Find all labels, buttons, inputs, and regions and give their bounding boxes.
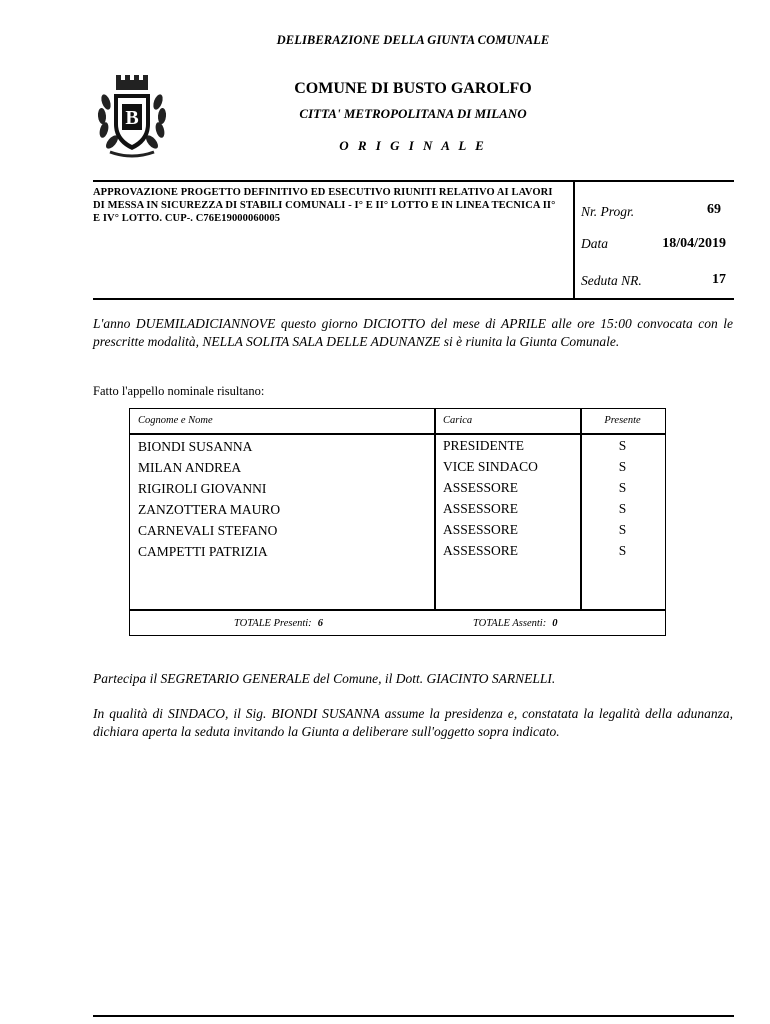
row-carica: ASSESSORE bbox=[443, 480, 519, 495]
seduta-value: 17 bbox=[712, 272, 726, 287]
comune-name: COMUNE DI BUSTO GAROLFO bbox=[294, 80, 532, 97]
row-presente: S bbox=[618, 522, 627, 537]
header-nome: Cognome e Nome bbox=[138, 415, 213, 426]
table-col-divider bbox=[434, 409, 436, 609]
presidenza-paragraph: In qualità di SINDACO, il Sig. BIONDI SUSANNA assume la presidenza e, constatata la legalità della adunanza, dichiara aperta la seduta invitando la Giunta a deliberare sull'oggetto sopra indicato. bbox=[93, 706, 733, 739]
row-carica: ASSESSORE bbox=[443, 522, 519, 537]
header-carica: Carica bbox=[443, 415, 473, 426]
row-presente: S bbox=[618, 501, 627, 516]
row-carica: ASSESSORE bbox=[443, 501, 519, 516]
header-presente: Presente bbox=[604, 415, 641, 426]
row-nome: CAMPETTI PATRIZIA bbox=[138, 544, 268, 559]
appello-text: Fatto l'appello nominale risultano: bbox=[93, 384, 265, 398]
totale-assenti-value: 0 bbox=[552, 618, 558, 629]
originale-label: O R I G I N A L E bbox=[339, 138, 487, 153]
row-nome: RIGIROLI GIOVANNI bbox=[138, 481, 267, 496]
totale-presenti-label: TOTALE Presenti: bbox=[234, 618, 312, 629]
totale-assenti bbox=[473, 618, 557, 629]
intro-paragraph: L'anno DUEMILADICIANNOVE questo giorno DICIOTTO del mese di APRILE alle ore 15:00 convocata con le prescritte modalità, NELLA SOLITA SALA DELLE ADUNANZE si è riunita la Giunta Comunale. bbox=[93, 316, 733, 349]
attendance-table bbox=[129, 408, 666, 636]
bottom-divider bbox=[93, 1015, 734, 1017]
row-carica: ASSESSORE bbox=[443, 543, 519, 558]
nr-progr-label: Nr. Progr. bbox=[581, 204, 635, 219]
middle-divider bbox=[93, 298, 734, 300]
row-presente: S bbox=[618, 459, 627, 474]
row-nome: ZANZOTTERA MAURO bbox=[138, 502, 281, 517]
row-presente: S bbox=[618, 438, 627, 453]
top-divider bbox=[93, 180, 734, 182]
totale-presenti-value: 6 bbox=[317, 618, 323, 629]
row-nome: BIONDI SUSANNA bbox=[138, 439, 253, 454]
svg-text:B: B bbox=[125, 107, 139, 129]
vertical-divider bbox=[573, 181, 575, 299]
row-nome: CARNEVALI STEFANO bbox=[138, 523, 278, 538]
document-type-title: DELIBERAZIONE DELLA GIUNTA COMUNALE bbox=[276, 33, 550, 47]
totale-presenti bbox=[234, 618, 323, 629]
row-nome: MILAN ANDREA bbox=[138, 460, 242, 475]
row-presente: S bbox=[618, 543, 627, 558]
totale-assenti-label: TOTALE Assenti: bbox=[473, 618, 547, 629]
row-carica: VICE SINDACO bbox=[443, 459, 538, 474]
row-presente: S bbox=[618, 480, 627, 495]
table-header-line bbox=[130, 433, 665, 435]
nr-progr-value: 69 bbox=[707, 202, 721, 217]
row-carica: PRESIDENTE bbox=[443, 438, 524, 453]
seduta-label: Seduta NR. bbox=[581, 273, 642, 288]
data-value: 18/04/2019 bbox=[662, 236, 726, 251]
partecipa-paragraph: Partecipa il SEGRETARIO GENERALE del Comune, il Dott. GIACINTO SARNELLI. bbox=[93, 671, 556, 686]
oggetto-text: APPROVAZIONE PROGETTO DEFINITIVO ED ESECUTIVO RIUNITI RELATIVO AI LAVORI DI MESSA IN SICUREZZA DI STABILI COMUNALI - I° E II° LOTTO E IN LINEA TECNICA II° E IV° LOTTO. CUP-. C76E19000060005 bbox=[93, 187, 556, 224]
table-footer-line bbox=[130, 609, 665, 611]
data-label: Data bbox=[581, 236, 608, 251]
citta-metropolitana: CITTA' METROPOLITANA DI MILANO bbox=[299, 106, 527, 121]
